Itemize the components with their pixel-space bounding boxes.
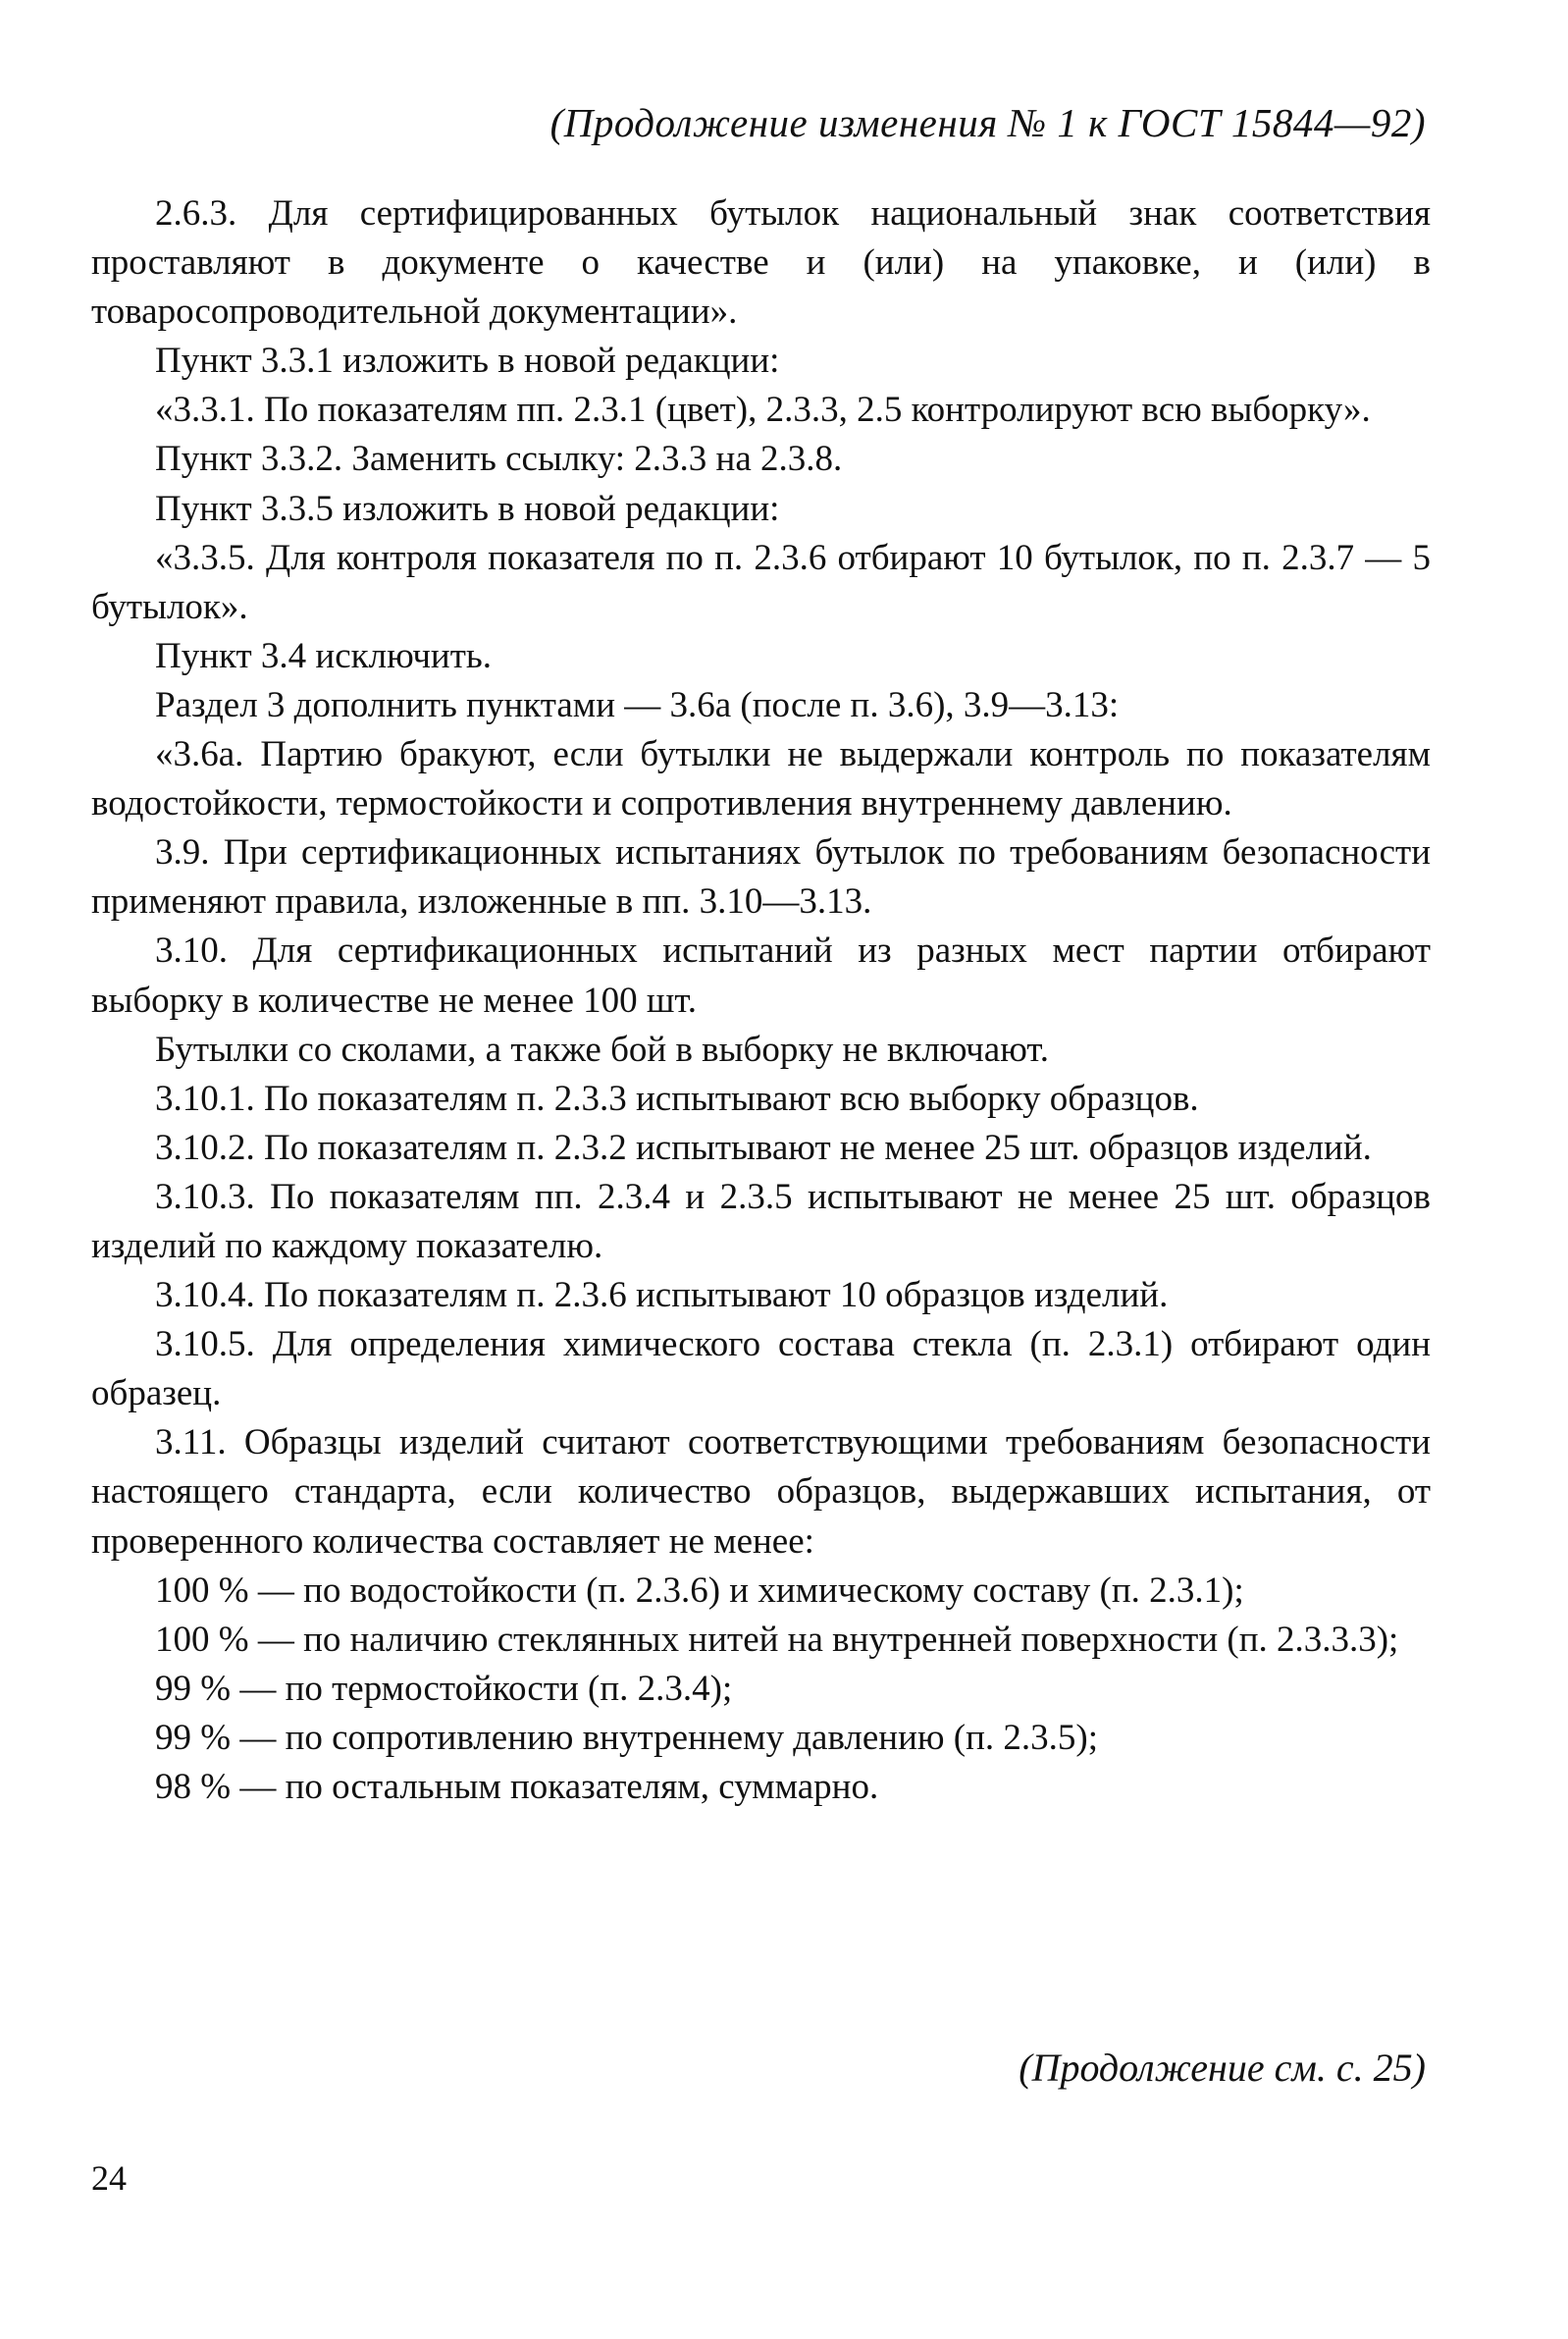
paragraph-3-3-1: «3.3.1. По показателям пп. 2.3.1 (цвет), 2.3.3, 2.5 контролируют всю выборку».: [155, 390, 1371, 431]
paragraph-instruction-3-4: Пункт 3.4 исключить.: [155, 635, 493, 676]
paragraph-3-11: 3.11. Образцы изделий считают соответствующими требованиям безопасности настоящего стандарта, если количество образцов, выдержавших испытания, от проверенного количества составляет не менее:: [91, 1422, 1431, 1562]
criterion-thermal-resistance: 99 % — по термостойкости (п. 2.3.4);: [155, 1668, 733, 1709]
paragraph-3-3-5: «3.3.5. Для контроля показателя по п. 2.3.6 отбирают 10 бутылок, по п. 2.3.7 — 5 бутылок».: [91, 537, 1431, 627]
continuation-footer: (Продолжение см. с. 25): [1019, 2046, 1426, 2090]
paragraph-3-10-2: 3.10.2. По показателям п. 2.3.2 испытывают не менее 25 шт. образцов изделий.: [155, 1127, 1372, 1168]
paragraph-3-9: 3.9. При сертификационных испытаниях бутылок по требованиям безопасности применяют правила, изложенные в пп. 3.10—3.13.: [91, 832, 1431, 923]
paragraph-3-10-4: 3.10.4. По показателям п. 2.3.6 испытывают 10 образцов изделий.: [155, 1275, 1169, 1316]
continuation-header: (Продолжение изменения № 1 к ГОСТ 15844—92): [549, 100, 1426, 145]
paragraph-3-10-3: 3.10.3. По показателям пп. 2.3.4 и 2.3.5 испытывают не менее 25 шт. образцов изделий по каждому показателю.: [91, 1176, 1431, 1266]
criterion-other-indicators: 98 % — по остальным показателям, суммарно.: [155, 1767, 879, 1807]
paragraph-instruction-3-3-5: Пункт 3.3.5 изложить в новой редакции:: [155, 488, 780, 529]
paragraph-3-10-note: Бутылки со сколами, а также бой в выборку не включают.: [155, 1029, 1049, 1070]
paragraph-3-6a: «3.6а. Партию бракуют, если бутылки не выдержали контроль по показателям водостойкости, термостойкости и сопротивления внутреннему давлению.: [91, 734, 1431, 824]
paragraph-instruction-section-3: Раздел 3 дополнить пунктами — 3.6а (после п. 3.6), 3.9—3.13:: [155, 684, 1120, 725]
body-text: [91, 189, 1431, 1812]
paragraph-instruction-3-3-1: Пункт 3.3.1 изложить в новой редакции:: [155, 341, 780, 382]
criterion-water-resistance: 100 % — по водостойкости (п. 2.3.6) и химическому составу (п. 2.3.1);: [155, 1569, 1244, 1611]
paragraph-3-10-1: 3.10.1. По показателям п. 2.3.3 испытывают всю выборку образцов.: [155, 1078, 1199, 1119]
paragraph-3-10-5: 3.10.5. Для определения химического состава стекла (п. 2.3.1) отбирают один образец.: [91, 1324, 1431, 1414]
paragraph-instruction-3-3-2: Пункт 3.3.2. Заменить ссылку: 2.3.3 на 2.3.8.: [155, 439, 843, 480]
paragraph-3-10: 3.10. Для сертификационных испытаний из разных мест партии отбирают выборку в количестве не менее 100 шт.: [91, 930, 1431, 1021]
criterion-glass-threads: 100 % — по наличию стеклянных нитей на внутренней поверхности (п. 2.3.3.3);: [155, 1619, 1399, 1660]
paragraph-2-6-3: 2.6.3. Для сертифицированных бутылок национальный знак соответствия проставляют в документе о качестве и (или) на упаковке, и (или) в товаросопроводительной документации».: [91, 193, 1431, 333]
page-number: 24: [91, 2158, 127, 2198]
criterion-internal-pressure: 99 % — по сопротивлению внутреннему давлению (п. 2.3.5);: [155, 1717, 1099, 1758]
